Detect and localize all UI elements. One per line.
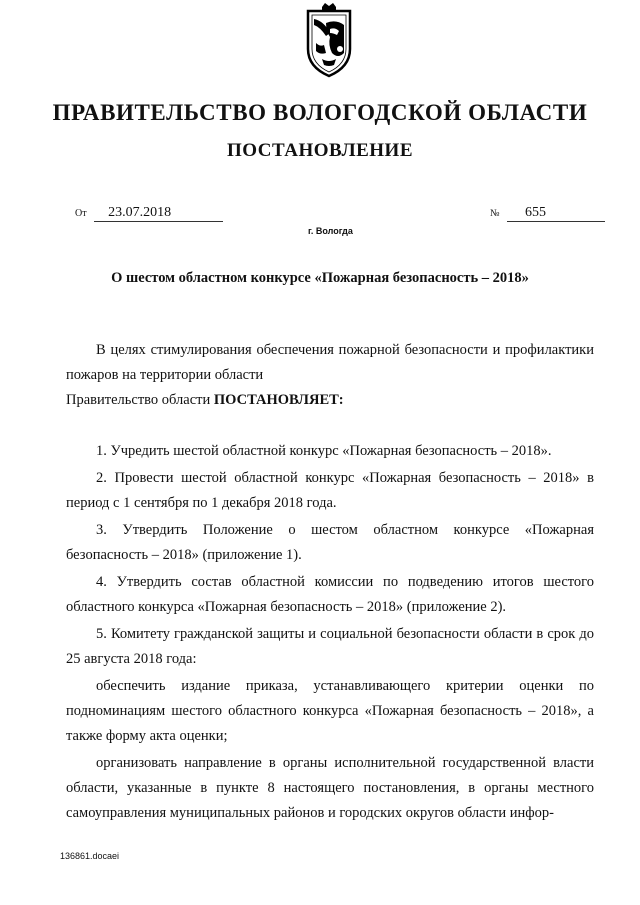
government-title: ПРАВИТЕЛЬСТВО ВОЛОГОДСКОЙ ОБЛАСТИ: [52, 100, 588, 125]
resolution-verb: ПОСТАНОВЛЯЕТ:: [213, 392, 344, 408]
list-item: 1. Учредить шестой областной конкурс «Пожарная безопасность – 2018».: [96, 443, 552, 459]
list-item: обеспечить издание приказа, устанавливающего критерии оценки по подноминациям шестого областного конкурса «Пожарная безопасность – 2018», а также форму акта оценки;: [66, 678, 594, 744]
list-item: 3. Утвердить Положение о шестом областном конкурсе «Пожарная безопасность – 2018» (приложение 1).: [66, 522, 594, 563]
list-item: 2. Провести шестой областной конкурс «Пожарная безопасность – 2018» в период с 1 сентября по 1 декабря 2018 года.: [66, 470, 594, 511]
list-item: организовать направление в органы исполнительной государственной власти области, указанные в пункте 8 настоящего постановления, в органы местного самоуправления муниципальных районов и городских округов области инфор-: [66, 755, 594, 821]
number-label: №: [490, 208, 500, 219]
number-field: [490, 205, 605, 222]
document-body: [66, 338, 594, 828]
list-item: 5. Комитету гражданской защиты и социальной безопасности области в срок до 25 августа 2018 года:: [66, 626, 594, 667]
document-subject: О шестом областном конкурсе «Пожарная безопасность – 2018»: [111, 270, 529, 286]
date-value: 23.07.2018: [94, 205, 223, 222]
date-field: [75, 205, 223, 222]
list-item: 4. Утвердить состав областной комиссии по подведению итогов шестого областного конкурса «Пожарная безопасность – 2018» (приложение 2).: [66, 574, 594, 615]
coat-of-arms-icon: [300, 3, 358, 79]
resolution-prefix: Правительство области: [66, 392, 214, 408]
number-value: 655: [507, 205, 605, 222]
document-type: ПОСТАНОВЛЕНИЕ: [226, 140, 414, 161]
date-label: От: [75, 208, 87, 219]
resolution-paragraph: [66, 388, 594, 413]
city-label: г. Вологда: [308, 226, 353, 236]
preamble-paragraph: В целях стимулирования обеспечения пожарной безопасности и профилактики пожаров на территории области: [66, 342, 594, 383]
footer-filename: 136861.docaei: [60, 851, 120, 861]
